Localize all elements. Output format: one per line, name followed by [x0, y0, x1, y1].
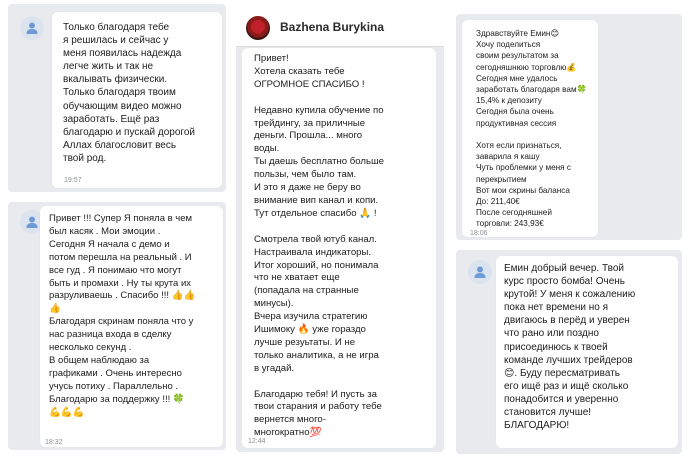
screenshot-panel-5 [456, 250, 682, 454]
chat-header [236, 10, 444, 47]
message-time: 18:32 [45, 439, 63, 446]
message-bubble [52, 12, 222, 188]
message-time: 19:57 [64, 177, 82, 184]
message-time: 18:06 [470, 230, 488, 237]
message-bubble [242, 48, 436, 448]
contact-name[interactable]: Bazhena Burykina [280, 20, 385, 34]
message-bubble [40, 206, 223, 447]
message-text: Только благодаря тебе я решилась и сейчас у меня появилась надежда легче жить и так не вкалывать физически. Только благодаря твоим обучающим видео можно заработать. Ещё раз благодарю и пускай дорогой Аллах благословит весь твой род. [63, 22, 195, 164]
screenshot-panel-2 [8, 202, 226, 450]
user-icon [25, 215, 39, 229]
message-text: Привет !!! Супер Я поняла в чем был касяк . Мои эмоции . Сегодня Я начала с демо и потом перешла на реальный . И все гуд . Я понимаю что могут быть и промахи . Ну ты крута их разруливаешь . Спасибо !!! 👍👍 👍 Благодаря скринам поняла что у нас разница входа в сделку несколько секунд . В общем наблюдаю за графиками . Очень интересно учусь потиху . Параллельно . Благодарю за поддержку !!! 🍀 💪💪💪 [49, 213, 196, 418]
message-text: Здравствуйте Емин😊 Хочу поделиться своим результатом за сегодняшнюю торговлю💰 Сегодня мне удалось заработать благодаря вам🍀 15,4% к депозиту Сегодня была очень продуктивная сессия Хотя если признаться, заварила я кашу Чуть проблемки у меня с перекрытием Вот мои скрины баланса До: 211,40€ После сегодняшней торговли: 243,93€ [476, 29, 587, 229]
message-time: 12:44 [248, 438, 266, 445]
screenshot-panel-1 [8, 4, 226, 192]
user-icon [25, 21, 39, 35]
screenshot-panel-4 [456, 14, 682, 240]
avatar [20, 16, 44, 40]
message-text: Привет! Хотела сказать тебе ОГРОМНОЕ СПАСИБО ! Недавно купила обучение по трейдингу, за приличные деньги. Прошла... много воды. Ты даешь бесплатно больше пользы, чем было там. И это я даже не беру во внимание вип канал и копи. Тут отдельное спасибо 🙏 ! Смотрела твой ютуб канал. Настраивала индикаторы. Итог хороший, но понимала что не хватает еще (попадала на странные минусы). Вчера изучила стратегию Ишимоку 🔥 уже гораздо лучше резуьтаты. И не только аналитика, а не игра в угадай. Благодарю тебя! И пусть за твои старания и работу тебе вернется много- многократно💯 [254, 53, 385, 439]
message-text: Емин добрый вечер. Твой курс просто бомба! Очень крутой! У меня к сожалению пока нет времени но я двигаюсь в перёд и уверен что рано или поздно присоединюсь к твоей команде лучших трейдеров 😊. Буду пересматривать его ищё раз и ищё сколько понадобится и уверенно становится лучше! БЛАГОДАРЮ! [504, 263, 636, 432]
contact-avatar [246, 16, 270, 40]
message-bubble [496, 256, 678, 448]
message-bubble [462, 20, 598, 237]
user-icon [473, 265, 487, 279]
avatar [468, 260, 492, 284]
